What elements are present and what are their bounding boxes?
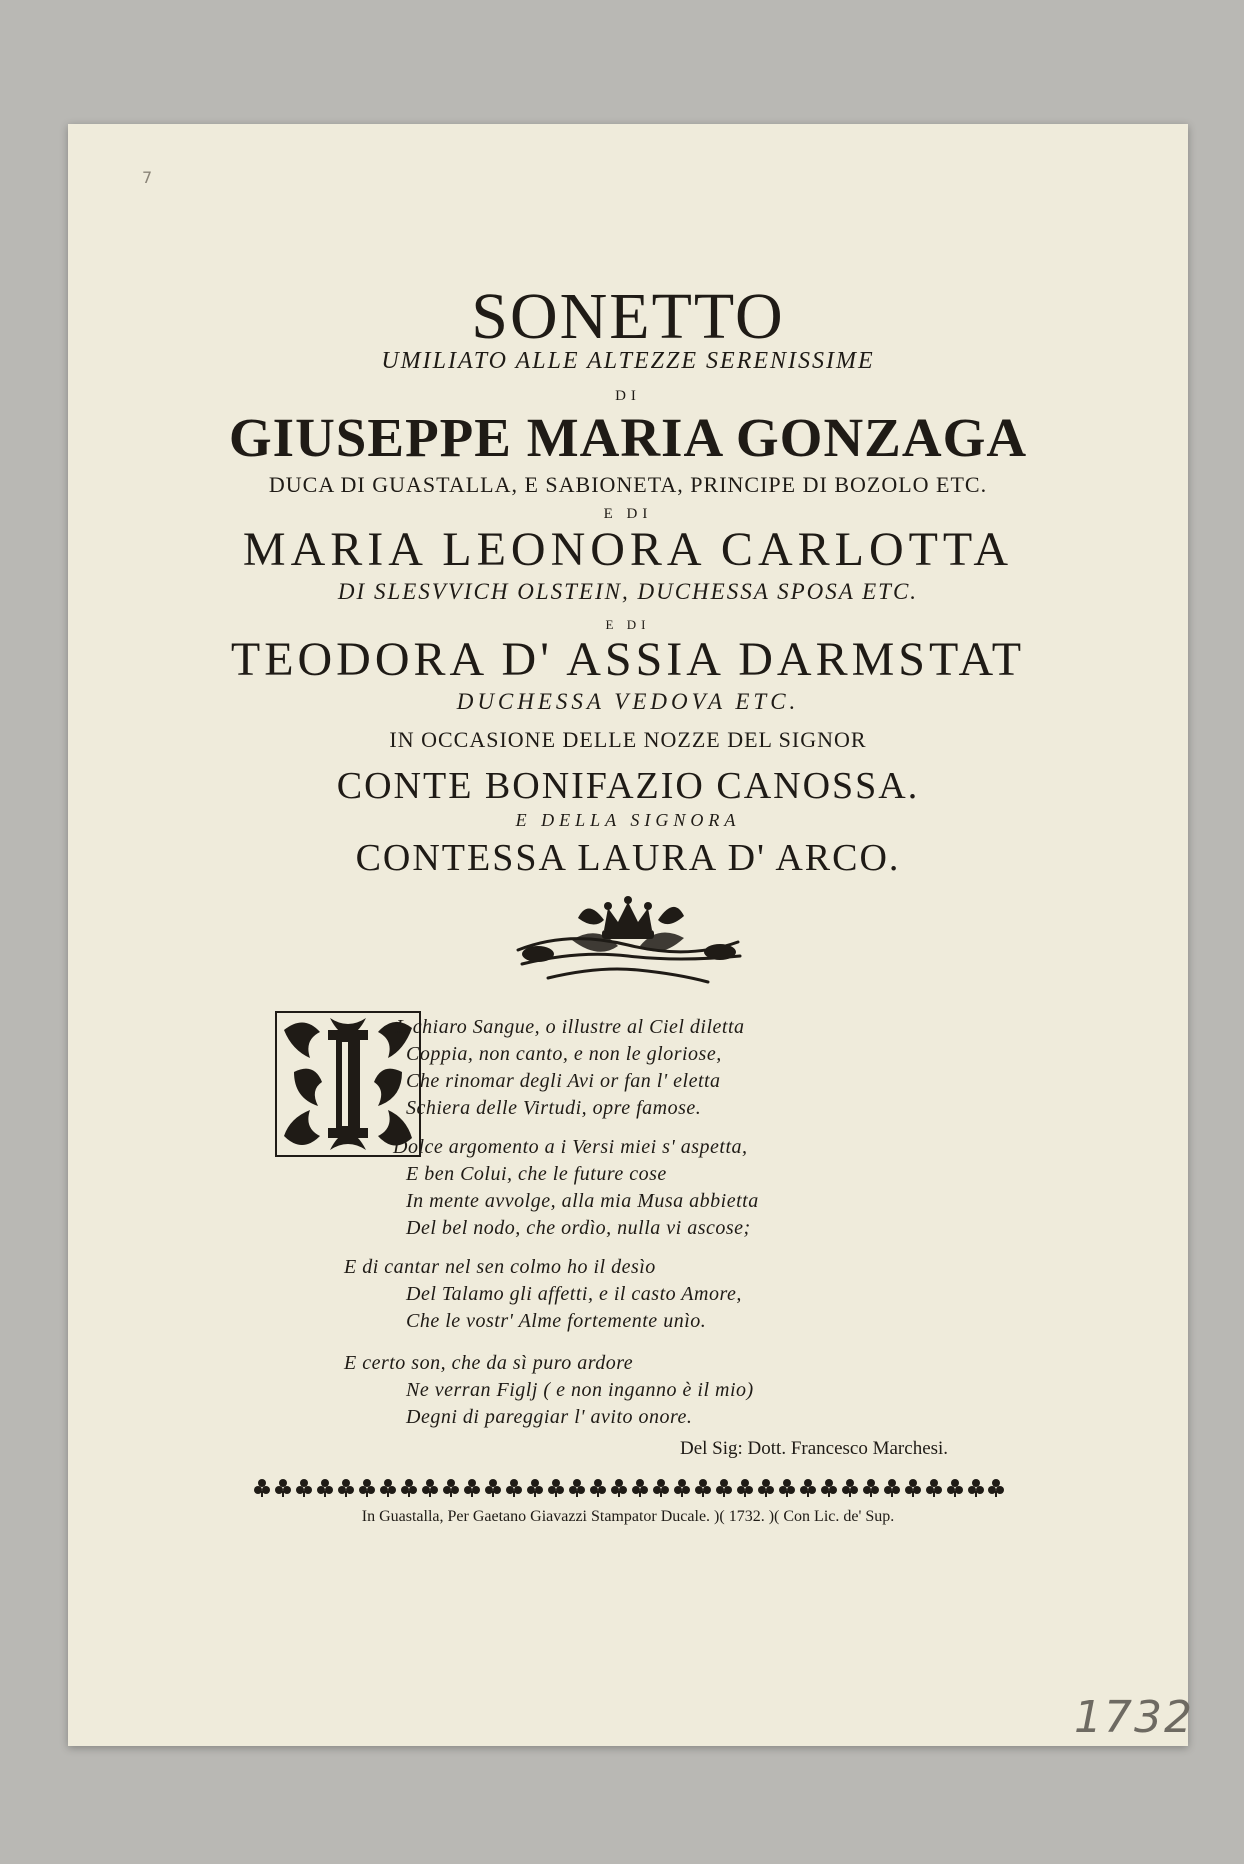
printer-imprint: In Guastalla, Per Gaetano Giavazzi Stampator Ducale. )( 1732. )( Con Lic. de' Sup. [361, 1508, 895, 1525]
stanza-4-line-3: Degni di pareggiar l' avito onore. [406, 1406, 693, 1428]
and-lady-line: E DELLA SIGNORA [515, 810, 741, 830]
page-title: SONETTO [471, 280, 785, 353]
connector-di: DI [615, 388, 641, 404]
stanza-1-line-1: L chiaro Sangue, o illustre al Ciel diletta [396, 1016, 745, 1038]
occasion-line: IN OCCASIONE DELLE NOZZE DEL SIGNOR [389, 727, 867, 752]
stanza-1-line-4: Schiera delle Virtudi, opre famose. [406, 1097, 702, 1119]
person-3-titles: DUCHESSA VEDOVA ETC. [456, 689, 800, 714]
person-2-titles: DI SLESVVICH OLSTEIN, DUCHESSA SPOSA ETC. [337, 579, 919, 604]
stanza-2-line-1: Dolce argomento a i Versi miei s' aspetta, [393, 1136, 748, 1158]
crown-torches-ornament-icon [508, 890, 748, 990]
groom-name: CONTE BONIFAZIO CANOSSA. [336, 765, 920, 807]
stanza-4-line-1: E certo son, che da sì puro ardore [344, 1352, 634, 1374]
stanza-2-line-2: E ben Colui, che le future cose [406, 1163, 667, 1185]
connector-e-di-2: E DI [605, 617, 651, 632]
pencil-date-note: 1732 [1074, 1692, 1194, 1743]
stanza-2-line-4: Del bel nodo, che ordìo, nulla vi ascose; [406, 1217, 751, 1239]
stanza-3-line-1: E di cantar nel sen colmo ho il desìo [344, 1256, 656, 1278]
connector-e-di-1: E DI [603, 506, 653, 522]
person-2-name: MARIA LEONORA CARLOTTA [242, 523, 1014, 576]
person-1-name: GIUSEPPE MARIA GONZAGA [228, 407, 1028, 468]
archive-mark: 7 [142, 168, 153, 187]
person-1-titles: DUCA DI GUASTALLA, E SABIONETA, PRINCIPE DI BOZOLO ETC. [268, 472, 988, 497]
broadside-sheet [68, 124, 1194, 1746]
stanza-1-line-2: Coppia, non canto, e non le gloriose, [406, 1043, 722, 1065]
stanza-3-line-3: Che le vostr' Alme fortemente unìo. [406, 1310, 707, 1332]
bride-name: CONTESSA LAURA D' ARCO. [355, 837, 901, 879]
dedication-line: UMILIATO ALLE ALTEZZE SERENISSIME [381, 348, 875, 374]
fleuron-border-rule-icon [254, 1477, 1004, 1499]
stanza-1-line-3: Che rinomar degli Avi or fan l' eletta [406, 1070, 721, 1092]
author-signature: Del Sig: Dott. Francesco Marchesi. [680, 1438, 949, 1459]
stanza-3-line-2: Del Talamo gli affetti, e il casto Amore, [406, 1283, 742, 1305]
stanza-4-line-2: Ne verran Figlj ( e non inganno è il mio) [406, 1379, 754, 1401]
stanza-2-line-3: In mente avvolge, alla mia Musa abbietta [406, 1190, 759, 1212]
person-3-name: TEODORA D' ASSIA DARMSTAT [230, 633, 1026, 686]
